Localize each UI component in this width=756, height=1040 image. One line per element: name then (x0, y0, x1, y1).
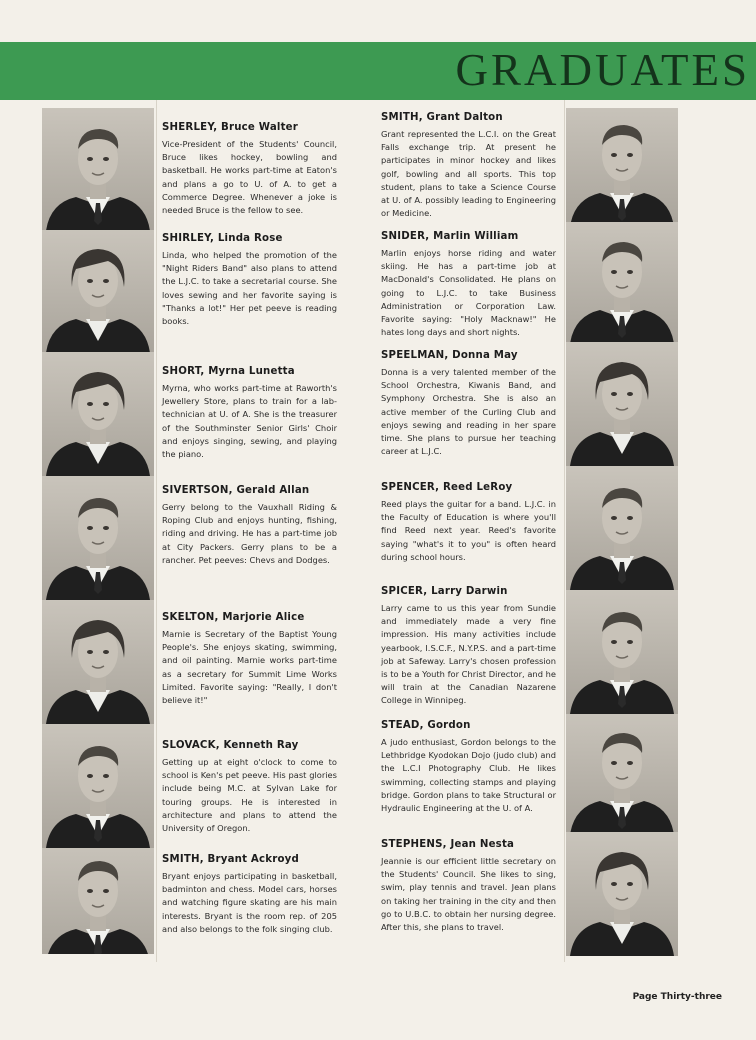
student-entry (381, 231, 556, 339)
student-bio: Linda, who helped the promotion of the "Night Riders Band" also plans to attend the L.J.C. to take a secretarial course. She loves sewing and her favorite saying is "Thanks a lot!" Her pet peeve is reading books. (162, 250, 337, 327)
page-number: Page Thirty-three (632, 992, 722, 1002)
student-entry (162, 366, 337, 461)
student-photo-smith-grant (566, 108, 678, 222)
student-entry (381, 350, 556, 458)
student-bio: Grant represented the L.C.I. on the Great Falls exchange trip. At present he participates in minor hockey and likes golf, bowling and all sports. This top student, plans to take a Science Course at U. of A. possibly leading to Engineering or Medicine. (381, 129, 556, 219)
student-photo-sivertson-gerald (42, 476, 154, 600)
student-name: SLOVACK, Kenneth Ray (162, 740, 299, 751)
student-bio: A judo enthusiast, Gordon belongs to the Lethbridge Kyodokan Dojo (judo club) and the L.C.I Photography Club. He likes swimming, collecting stamps and playing bridge. Gordon plans to take Structural or Hydraulic Engineering at the U. of A. (381, 737, 556, 814)
student-photo-stephens-jean (566, 832, 678, 956)
student-bio: Vice-President of the Students' Council, Bruce likes hockey, bowling and basketball. He works part-time at Eaton's and plans a go to U. of A. to get a Commerce Degree. Whenever a joke is needed Bruce is the fellow to see. (162, 139, 337, 216)
student-bio: Donna is a very talented member of the School Orchestra, Kiwanis Band, and Symphony Orchestra. She is also an active member of the Curling Club and enjoys sewing and reading in her spare time. She plans to pursue her teaching career at L.J.C. (381, 367, 556, 457)
student-bio: Bryant enjoys participating in basketball, badminton and chess. Model cars, horses and watching figure skating are his main interests. Bryant is the room rep. of 205 and also belongs to the folk singing club. (162, 871, 337, 934)
student-photo-sherley-bruce (42, 108, 154, 230)
student-bio: Myrna, who works part-time at Raworth's Jewellery Store, plans to train for a lab-technician at U. of A. She is the treasurer of the Southminster Senior Girls' Choir and enjoys singing, sewing, and playing the piano. (162, 383, 337, 460)
student-entry (162, 854, 337, 936)
student-photo-skelton-marjorie (42, 600, 154, 724)
page-title: GRADUATES (455, 45, 750, 95)
student-photo-shirley-linda (42, 230, 154, 352)
student-photo-speelman-donna (566, 342, 678, 466)
student-bio: Reed plays the guitar for a band. L.J.C. in the Faculty of Education is where you'll find Reed next year. Reed's favorite saying "what's it to you" is often heard during school hours. (381, 499, 556, 562)
student-name: SMITH, Bryant Ackroyd (162, 854, 299, 865)
student-photo-spencer-reed (566, 466, 678, 590)
student-entry (162, 740, 337, 835)
student-name: STEAD, Gordon (381, 720, 471, 731)
student-bio: Jeannie is our efficient little secretary on the Students' Council. She likes to sing, swim, play tennis and travel. Jean plans on taking her training in the city and then go to U.B.C. to obtain her nursing degree. After this, she plans to travel. (381, 856, 556, 933)
student-name: SHERLEY, Bruce Walter (162, 122, 299, 133)
student-entry (381, 839, 556, 934)
student-photo-smith-bryant (42, 848, 154, 954)
student-photo-slovack-kenneth (42, 724, 154, 848)
column-divider (156, 100, 157, 962)
student-bio: Marlin enjoys horse riding and water skiing. He has a part-time job at MacDonald's Consolidated. He plans on going to L.J.C. to take Business Administration or Corporation Law. Favorite saying: "Holy Macknaw!" He hates long days and short nights. (381, 248, 556, 338)
student-entry (162, 233, 337, 328)
student-name: SPENCER, Reed LeRoy (381, 482, 513, 493)
student-photo-short-myrna (42, 352, 154, 476)
student-bio: Getting up at eight o'clock to come to school is Ken's pet peeve. His past glories include being M.C. at Sylvan Lake for touring groups. He is interested in architecture and plans to attend the University of Oregon. (162, 757, 337, 834)
student-entry (381, 720, 556, 815)
student-photo-stead-gordon (566, 714, 678, 832)
student-name: SIVERTSON, Gerald Allan (162, 485, 310, 496)
student-name: SMITH, Grant Dalton (381, 112, 503, 123)
student-entry (162, 485, 337, 567)
student-name: SNIDER, Marlin William (381, 231, 519, 242)
student-bio: Larry came to us this year from Sundie and immediately made a very fine impression. His many activities include yearbook, I.S.C.F., N.Y.P.S. and a part-time job at Safeway. Larry's chosen profession is to be a Youth for Christ Director, and he will train at the Canadian Nazarene College in Winnipeg. (381, 603, 556, 706)
student-entry (162, 612, 337, 707)
student-name: SPICER, Larry Darwin (381, 586, 508, 597)
student-name: STEPHENS, Jean Nesta (381, 839, 515, 850)
column-divider (564, 100, 565, 962)
student-entry (381, 482, 556, 564)
student-entry (162, 122, 337, 217)
student-name: SPEELMAN, Donna May (381, 350, 518, 361)
student-bio: Gerry belong to the Vauxhall Riding & Roping Club and enjoys hunting, fishing, riding and driving. He has a part-time job at City Packers. Gerry plans to be a rancher. Pet peeves: Chevs and Dodges. (162, 502, 337, 565)
student-entry (381, 112, 556, 220)
student-entry (381, 586, 556, 708)
student-photo-snider-marlin (566, 222, 678, 342)
student-name: SHIRLEY, Linda Rose (162, 233, 283, 244)
student-name: SHORT, Myrna Lunetta (162, 366, 295, 377)
student-name: SKELTON, Marjorie Alice (162, 612, 305, 623)
student-bio: Marnie is Secretary of the Baptist Young People's. She enjoys skating, swimming, and oil painting. Marnie works part-time as a secretary for Summit Lime Works Limited. Favorite saying: "Really, I don't believe it!" (162, 629, 337, 706)
student-photo-spicer-larry (566, 590, 678, 714)
